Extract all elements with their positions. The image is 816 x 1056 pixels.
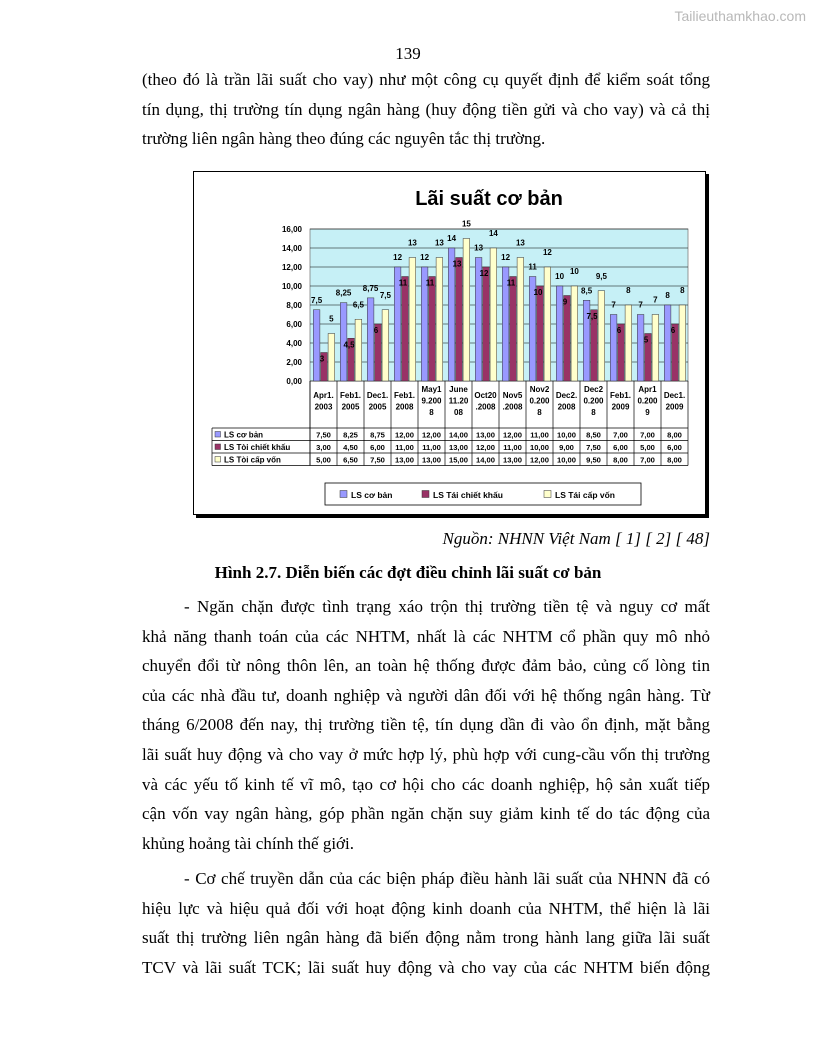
bar [652,315,659,382]
table-cell: 14,00 [448,430,469,440]
table-cell: 9,50 [586,455,601,465]
data-label: 7 [611,300,616,310]
data-label: 6,5 [352,300,364,310]
x-tick-label: 0.200 [637,396,658,406]
table-cell: 8,50 [586,430,601,440]
table-cell: 10,00 [529,442,550,452]
y-tick-label: 10,00 [281,282,302,291]
text-line: - Ngăn chặn được tình trạng xáo trộn thị trường tiền tệ và nguy cơ mất [184,597,710,616]
x-tick-label: .2008 [502,402,523,412]
table-legend-key [215,432,221,438]
x-tick-label: Feb1. [610,391,631,400]
bar [367,298,374,381]
data-label: 8,75 [362,283,379,293]
table-cell: 13,00 [448,442,469,452]
table-cell: 12,00 [421,430,442,440]
interest-rate-chart [194,172,705,514]
bar [564,296,571,382]
data-label: 13 [515,238,525,248]
table-row-label: LS cơ bản [224,430,264,440]
bar [598,291,605,381]
x-tick-label: 2008 [395,402,414,412]
chart-source: Nguồn: NHNN Việt Nam [ 1] [ 2] [ 48] [442,529,710,548]
text-line: cận vốn vay ngân hàng, góp phần ngăn chặn suy giảm kinh tế do tác động của [142,804,710,824]
chart-title: Lãi suất cơ bản [415,188,563,210]
table-cell: 15,00 [448,455,469,465]
x-tick-label: June [449,385,468,394]
table-row-label: LS Tòi cấp vốn [224,455,281,465]
page-number: 139 [395,44,421,63]
x-tick-label: 2008 [557,402,576,412]
data-label: 7 [653,295,658,305]
x-tick-label: Dec1. [663,391,686,400]
data-label: 12 [420,253,430,262]
table-cell: 8,00 [613,455,628,465]
data-label: 11 [528,262,537,272]
bar [510,277,517,382]
x-tick-label: 9 [645,408,650,417]
x-tick-label: Dec2. [555,391,578,400]
table-cell: 8,00 [667,430,682,440]
data-label: 12 [542,248,552,257]
bar [610,315,617,382]
y-tick-label: 14,00 [281,244,302,253]
data-label: 12 [501,253,511,262]
data-label: 8 [626,286,631,295]
x-tick-label: Oct20 [474,391,497,400]
data-label: 14 [447,234,457,243]
x-tick-label: Dec1. [366,391,389,400]
table-cell: 6,50 [343,455,358,465]
table-cell: 5,00 [640,442,655,452]
table-cell: 7,00 [613,430,628,440]
bar [490,248,497,381]
data-label: 5 [329,314,334,324]
data-label: 11 [398,278,408,288]
y-tick-label: 0,00 [286,377,302,386]
table-cell: 12,00 [394,430,415,440]
x-tick-label: 11.20 [448,396,469,406]
text-line: khả năng thanh toán của các NHTM, nhất là các NHTM cổ phần quy mô nhỏ [142,626,710,646]
table-cell: 7,50 [370,455,385,465]
bar [625,305,632,381]
x-tick-label: 2009 [665,402,684,412]
table-cell: 6,00 [370,442,385,452]
intro-paragraph [142,65,710,154]
x-tick-label: 2005 [368,402,387,412]
data-label: 8,5 [581,286,593,296]
data-label: 8 [665,291,670,300]
y-tick-label: 4,00 [286,339,302,348]
x-tick-label: 2005 [341,402,360,412]
x-tick-label: Feb1. [340,391,361,400]
table-cell: 13,00 [421,455,442,465]
x-tick-label: Apr1 [638,385,657,394]
legend-swatch [544,491,551,498]
bar [544,267,551,381]
data-label: 4,5 [343,340,355,350]
bar [382,310,389,381]
text-line: khủng hoảng tài chính thế giới. [142,833,355,853]
text-line: TCV và lãi suất TCK; lãi suất huy động và cho vay của các NHTM biến động [142,957,710,977]
y-tick-label: 16,00 [281,225,302,234]
x-tick-label: 2003 [314,402,333,412]
x-tick-label: Nov5 [502,391,523,400]
legend-entry: LS cơ bản [351,490,393,500]
data-label: 7,5 [379,290,391,300]
bar [637,315,644,382]
body-paragraph-2 [142,864,710,982]
chart-frame [193,171,706,515]
table-cell: 11,00 [503,442,522,452]
x-tick-label: 0.200 [529,396,550,406]
y-tick-label: 12,00 [281,263,302,272]
x-tick-label: .2008 [475,402,496,412]
bar [679,305,686,381]
x-tick-label: Dec2 [583,385,604,394]
legend-entry: LS Tái chiết khấu [433,490,503,500]
table-cell: 4,50 [343,442,358,452]
data-label: 7,5 [586,311,598,321]
legend-swatch [340,491,347,498]
bar [664,305,671,381]
text-line: suất thị trường liên ngân hàng đã biến động nằm trong hành lang giữa lãi suất [142,928,710,948]
data-label: 10 [533,288,543,297]
table-cell: 6,00 [667,442,682,452]
data-label: 3 [319,354,325,364]
bar [409,258,416,382]
bar [463,239,470,382]
figure-caption: Hình 2.7. Diễn biến các đợt điều chỉnh lãi suất cơ bản [214,563,602,582]
data-label: 10 [555,272,565,281]
text-line: hiệu lực và hiệu quả đối với hoạt động kinh doanh của NHTM, thể hiện là lãi [142,898,710,918]
table-cell: 11,00 [422,442,441,452]
table-cell: 13,00 [502,455,523,465]
data-label: 11 [506,278,516,288]
table-cell: 13,00 [394,455,415,465]
table-legend-key [215,457,221,463]
y-tick-label: 6,00 [286,320,302,329]
x-tick-label: 8 [591,408,596,417]
y-tick-label: 2,00 [286,358,302,367]
bar [456,258,463,382]
bar [313,310,320,381]
data-label: 7,5 [311,295,323,305]
bar [436,258,443,382]
data-label: 6 [373,326,379,335]
x-tick-label: 0.200 [583,396,604,406]
text-line: tín dụng, thị trường tín dụng ngân hàng (huy động tiền gửi và cho vay) và cả thị [142,99,710,119]
table-cell: 12,00 [475,442,496,452]
table-cell: 5,00 [316,455,331,465]
body-paragraph-1 [142,592,710,858]
table-cell: 7,50 [316,430,331,440]
table-cell: 7,00 [640,430,655,440]
table-cell: 9,00 [559,442,574,452]
text-line: (theo đó là trần lãi suất cho vay) như một công cụ quyết định để kiểm soát tổng [142,70,710,89]
table-cell: 10,00 [556,455,577,465]
table-cell: 14,00 [475,455,496,465]
data-label: 13 [452,259,462,269]
bar [571,286,578,381]
x-tick-label: 8 [429,408,434,417]
table-cell: 8,75 [370,430,385,440]
data-label: 7 [638,300,643,310]
data-label: 15 [461,219,471,229]
text-line: trường liên ngân hàng theo đúng các nguyên tắc thị trường. [142,129,546,149]
data-label: 5 [643,335,649,345]
table-row-label: LS Tòi chiết khấu [224,442,291,452]
table-cell: 6,00 [613,442,628,452]
data-label: 6 [670,326,676,335]
bar [517,258,524,382]
table-cell: 13,00 [475,430,496,440]
x-tick-label: May1 [421,385,442,394]
table-cell: 12,00 [529,455,550,465]
x-tick-label: Feb1. [394,391,415,400]
bar [328,334,335,382]
table-cell: 7,50 [586,442,601,452]
bar [483,267,490,381]
data-label: 8,25 [335,288,352,298]
legend-swatch [422,491,429,498]
data-label: 6 [616,326,622,335]
x-tick-label: Nov2 [529,385,550,394]
table-cell: 8,25 [343,430,358,440]
table-cell: 12,00 [502,430,523,440]
data-label: 11 [425,278,435,288]
data-label: 13 [407,238,417,248]
data-label: 13 [434,238,444,248]
legend-entry: LS Tái cấp vốn [555,490,615,500]
data-label: 10 [569,267,579,276]
text-line: chuyển đổi từ nông thôn lên, an toàn hệ thống được đảm bảo, củng cố lòng tin [142,656,710,676]
x-tick-label: 9.200 [421,396,442,406]
table-cell: 11,00 [395,442,414,452]
data-label: 12 [393,253,403,262]
data-label: 12 [479,269,489,278]
bar [402,277,409,382]
bar [537,286,544,381]
table-cell: 10,00 [556,430,577,440]
text-line: tháng 6/2008 đến nay, thị trường tiền tệ, tín dụng dần đi vào ổn định, mặt bằng [142,715,710,735]
x-tick-label: Apr1. [313,391,334,400]
text-line: của các nhà đầu tư, doanh nghiệp và người dân đối với hệ thống ngân hàng. Từ [142,685,710,705]
text-line: lãi suất huy động và cho vay ở mức hợp lý, phù hợp với cung-cầu vốn thị trường [142,744,710,764]
table-cell: 7,00 [640,455,655,465]
table-cell: 8,00 [667,455,682,465]
text-line: và các yếu tố kinh tế vĩ mô, tạo cơ hội cho các doanh nghiệp, hộ sản xuất tiếp [142,774,710,794]
bar [355,319,362,381]
table-cell: 11,00 [530,430,549,440]
text-line: - Cơ chế truyền dẫn của các biện pháp điều hành lãi suất của NHNN đã có [184,869,710,888]
data-label: 9 [562,297,568,307]
bar [429,277,436,382]
y-tick-label: 8,00 [286,301,302,310]
x-tick-label: 8 [537,408,542,417]
data-label: 8 [680,286,685,295]
x-tick-label: 08 [454,408,463,417]
data-label: 14 [488,229,498,238]
table-cell: 3,00 [316,442,331,452]
watermark: Tailieuthamkhao.com [674,8,806,24]
data-label: 9,5 [595,271,607,281]
data-label: 13 [474,243,484,253]
x-tick-label: 2009 [611,402,630,412]
table-legend-key [215,444,221,450]
